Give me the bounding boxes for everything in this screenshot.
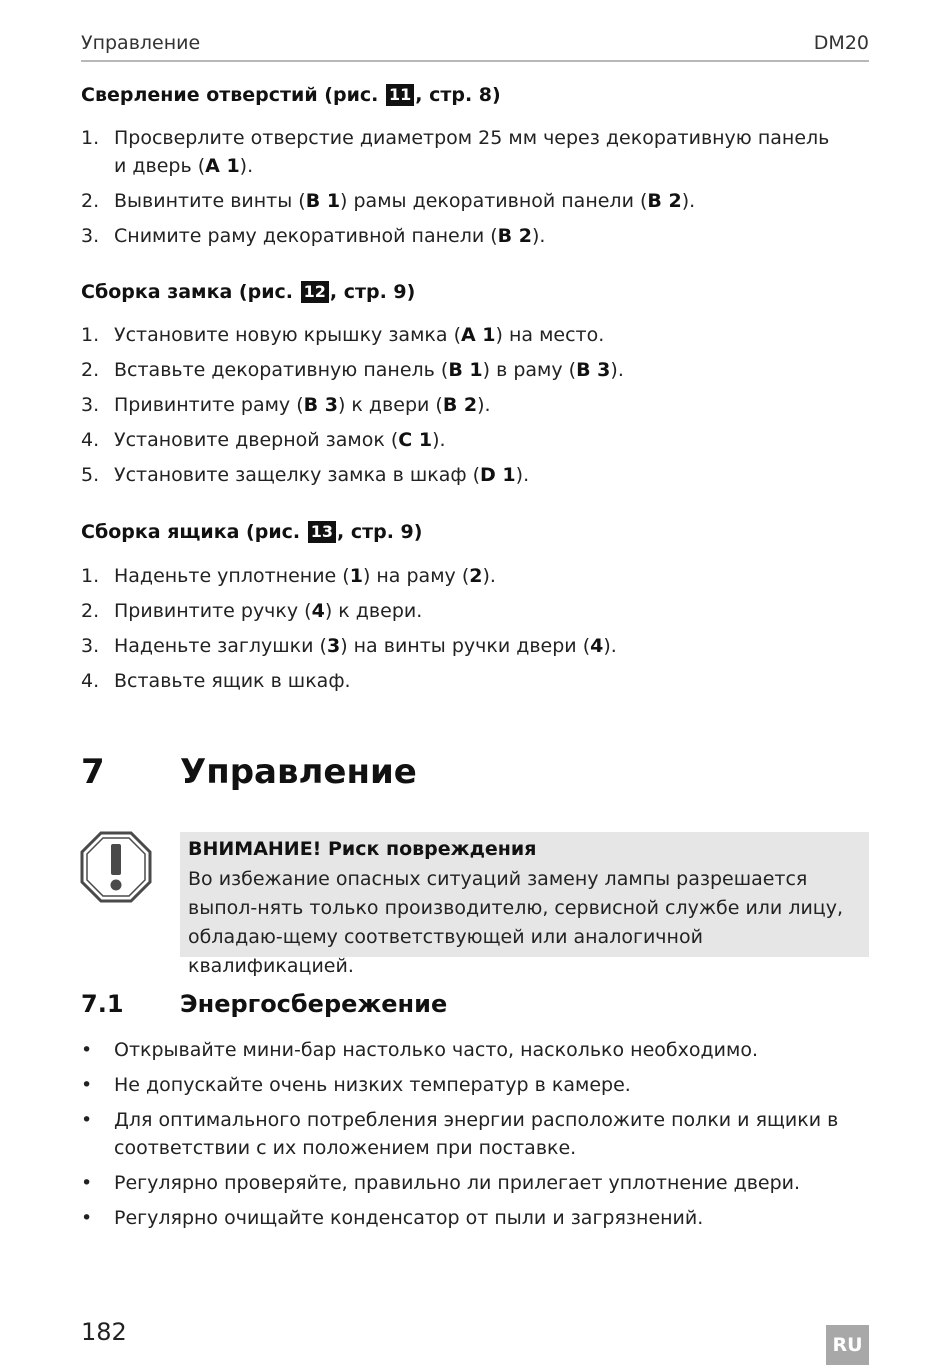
warning-octagon-exclamation-icon xyxy=(80,831,152,903)
list-item: 3. Привинтите раму (B 3) к двери (B 2). xyxy=(81,394,491,416)
warning-title: ВНИМАНИЕ! Риск повреждения xyxy=(188,838,537,860)
chapter-title: Управление xyxy=(180,752,417,792)
list-item: 4. Вставьте ящик в шкаф. xyxy=(81,670,351,692)
list-item: 1. Наденьте уплотнение (1) на раму (2). xyxy=(81,565,496,587)
figure-ref-badge: 11 xyxy=(386,84,414,106)
subheading-lock: Сборка замка (рис. 12 , стр. 9) xyxy=(81,281,416,303)
header-section-title: Управление xyxy=(81,32,201,54)
list-item: 3. Наденьте заглушки (3) на винты ручки двери (4). xyxy=(81,635,617,657)
list-item: 2. Привинтите ручку (4) к двери. xyxy=(81,600,423,622)
list-item: 3. Снимите раму декоративной панели (B 2). xyxy=(81,225,546,247)
drawer-steps xyxy=(81,562,841,702)
list-item: • Открывайте мини-бар настолько часто, насколько необходимо. xyxy=(81,1039,758,1061)
section-number: 7.1 xyxy=(81,990,124,1018)
list-item: 2. Вставьте декоративную панель (B 1) в раму (B 3). xyxy=(81,359,624,381)
figure-ref-badge: 12 xyxy=(301,281,329,303)
warning-box xyxy=(180,832,869,977)
figure-ref-badge: 13 xyxy=(308,521,336,543)
list-item: • Для оптимального потребления энергии расположите полки и ящики в соответствии с их положением при поставке. xyxy=(81,1109,839,1159)
list-item: • Не допускайте очень низких температур в камере. xyxy=(81,1074,631,1096)
subheading-drilling: Сверление отверстий (рис. 11 , стр. 8) xyxy=(81,84,501,106)
list-item: 4. Установите дверной замок (C 1). xyxy=(81,429,446,451)
drilling-steps xyxy=(81,124,841,257)
language-tab: RU xyxy=(826,1325,869,1365)
header-model: DM20 xyxy=(813,32,869,54)
section-title: Энергосбережение xyxy=(180,990,448,1018)
chapter-number: 7 xyxy=(81,752,105,792)
warning-text: Во избежание опасных ситуаций замену лампы разрешается выпол-нять только производителю, сервисной службе или лицу, обладаю-щему соответствующей или аналогичной квалификацией. xyxy=(188,868,844,977)
list-item: • Регулярно очищайте конденсатор от пыли и загрязнений. xyxy=(81,1207,704,1229)
list-item: 2. Вывинтите винты (B 1) рамы декоративной панели (B 2). xyxy=(81,190,696,212)
energy-saving-list xyxy=(81,1036,841,1239)
list-item: 1. Просверлите отверстие диаметром 25 мм через декоративную панель и дверь (A 1). xyxy=(81,127,830,177)
list-item: 5. Установите защелку замка в шкаф (D 1). xyxy=(81,464,530,486)
list-item: 1. Установите новую крышку замка (A 1) на место. xyxy=(81,324,605,346)
subheading-drawer: Сборка ящика (рис. 13 , стр. 9) xyxy=(81,521,423,543)
page-number: 182 xyxy=(81,1318,127,1346)
lock-steps xyxy=(81,321,841,496)
page-header xyxy=(81,32,869,62)
list-item: • Регулярно проверяйте, правильно ли прилегает уплотнение двери. xyxy=(81,1172,801,1194)
